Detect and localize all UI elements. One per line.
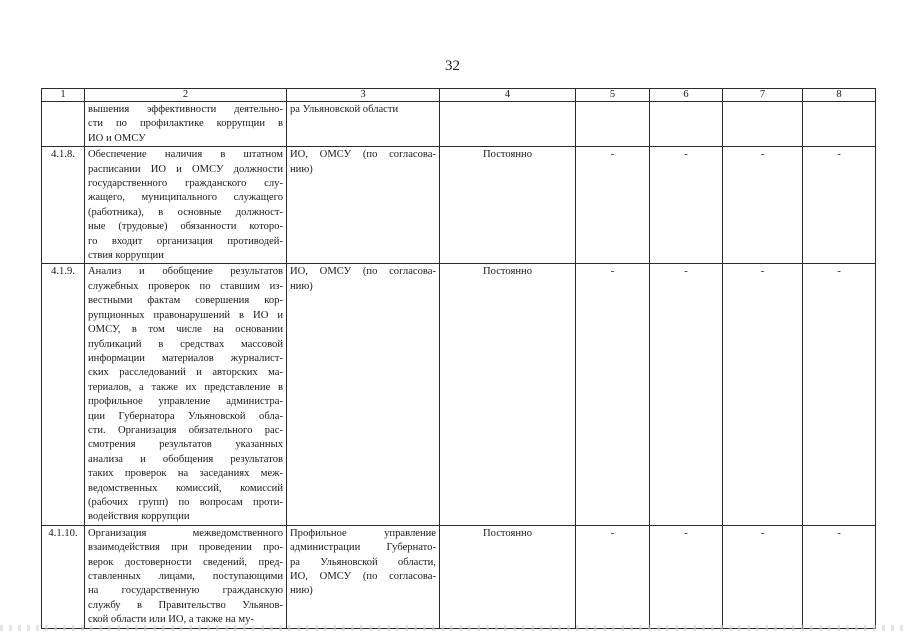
text-line: нию) — [290, 280, 313, 292]
value-cell: - — [803, 264, 876, 525]
row-number-cell: 4.1.8. — [42, 147, 85, 264]
header-cell: 2 — [85, 89, 287, 102]
measure-cell — [85, 102, 287, 147]
executor-cell — [287, 147, 440, 264]
text-line: сти. Организация обязательного рас- — [88, 424, 283, 436]
text-line: Обеспечение наличия в штатном — [88, 149, 283, 161]
value-cell: - — [723, 264, 803, 525]
table-row — [42, 102, 876, 147]
value-cell: - — [803, 147, 876, 264]
term-cell: Постоянно — [440, 525, 576, 628]
row-number-cell: 4.1.10. — [42, 525, 85, 628]
text-line: верок достоверности сведений, пред- — [88, 556, 283, 568]
value-cell: - — [803, 525, 876, 628]
scan-artifact — [0, 625, 905, 631]
header-cell: 5 — [576, 89, 650, 102]
text-line: ставленных лицами, поступающими — [88, 571, 283, 582]
text-line: публикаций в средствах массовой — [88, 338, 283, 350]
text-line: профильное управление администра- — [88, 396, 283, 408]
text-line: службу в Правительство Ульянов- — [88, 599, 283, 611]
text-line: Организация межведомственного — [88, 527, 283, 539]
page-number: 32 — [445, 58, 460, 74]
header-cell: 7 — [723, 89, 803, 102]
value-cell: - — [723, 525, 803, 628]
measure-cell — [85, 525, 287, 628]
text-line: (рабочих групп) по вопросам проти- — [88, 496, 283, 508]
header-cell: 4 — [440, 89, 576, 102]
value-cell: - — [576, 147, 650, 264]
row-number-cell — [42, 102, 85, 147]
text-line: государственного гражданского слу- — [88, 178, 283, 190]
text-line: служебных проверок по ставшим из- — [88, 280, 283, 292]
executor-cell — [287, 264, 440, 525]
text-line: ведомственных комиссий, комиссий — [88, 482, 283, 494]
term-cell: Постоянно — [440, 147, 576, 264]
header-row — [42, 89, 876, 102]
text-line: ской области или ИО, а также на му- — [88, 614, 254, 626]
header-cell: 8 — [803, 89, 876, 102]
table-row — [42, 525, 876, 628]
text-line: го входит организация противодей- — [88, 235, 283, 247]
text-line: сти по профилактике коррупции в — [88, 118, 283, 130]
text-line: ра Ульяновской области, — [290, 556, 436, 568]
text-line: администрации Губернато- — [290, 542, 436, 554]
text-line: водействия коррупции — [88, 511, 190, 523]
value-cell: - — [576, 264, 650, 525]
text-line: смотрения результатов указанных — [88, 439, 283, 451]
executor-cell — [287, 525, 440, 628]
text-line: ских расследований и авторских ма- — [88, 367, 283, 379]
text-line: ИО, ОМСУ (по согласова- — [290, 149, 436, 161]
text-line: нию) — [290, 585, 313, 597]
text-line: рупционных правонарушений в ИО и — [88, 309, 283, 321]
text-line: ИО, ОМСУ (по согласова- — [290, 266, 436, 278]
row-number-cell: 4.1.9. — [42, 264, 85, 525]
term-cell: Постоянно — [440, 264, 576, 525]
text-line: вышения эффективности деятельно- — [88, 104, 283, 115]
value-cell — [650, 102, 723, 147]
value-cell: - — [650, 525, 723, 628]
text-line: (работника), в основные должност- — [88, 206, 283, 218]
measures-table — [41, 88, 876, 629]
text-line: ции Губернатора Ульяновской обла- — [88, 410, 283, 422]
term-cell — [440, 102, 576, 147]
text-line: таких проверок на заседаниях меж- — [88, 468, 283, 480]
text-line: териалов, а также их представление в — [88, 381, 283, 393]
header-cell: 3 — [287, 89, 440, 102]
value-cell — [803, 102, 876, 147]
text-line: Профильное управление — [290, 527, 436, 539]
text-line: информации материалов журналист- — [88, 352, 283, 364]
measure-cell — [85, 147, 287, 264]
text-line: анализа и обобщения результатов — [88, 453, 283, 465]
text-line: на государственную гражданскую — [88, 585, 283, 597]
text-line: ОМСУ, в том числе на основании — [88, 324, 283, 336]
value-cell — [723, 102, 803, 147]
value-cell: - — [650, 147, 723, 264]
text-line: Анализ и обобщение результатов — [88, 266, 283, 278]
value-cell: - — [723, 147, 803, 264]
text-line: нию) — [290, 163, 313, 175]
text-line: вестными фактам совершения кор- — [88, 295, 283, 307]
value-cell — [576, 102, 650, 147]
text-line: расписании ИО и ОМСУ должности — [88, 163, 283, 175]
text-line: жащего, муниципального служащего — [88, 192, 283, 204]
measure-cell — [85, 264, 287, 525]
executor-cell — [287, 102, 440, 147]
text-line: ИО и ОМСУ — [88, 132, 146, 144]
table-row — [42, 264, 876, 525]
header-cell: 1 — [42, 89, 85, 102]
text-line: ИО, ОМСУ (по согласова- — [290, 571, 436, 582]
value-cell: - — [576, 525, 650, 628]
text-line: ные (трудовые) обязанности которо- — [88, 221, 283, 233]
table-row — [42, 147, 876, 264]
text-line: ствия коррупции — [88, 250, 164, 262]
header-cell: 6 — [650, 89, 723, 102]
text-line: взаимодействия при проведении про- — [88, 542, 283, 554]
value-cell: - — [650, 264, 723, 525]
text-line: ра Ульяновской области — [290, 104, 399, 115]
